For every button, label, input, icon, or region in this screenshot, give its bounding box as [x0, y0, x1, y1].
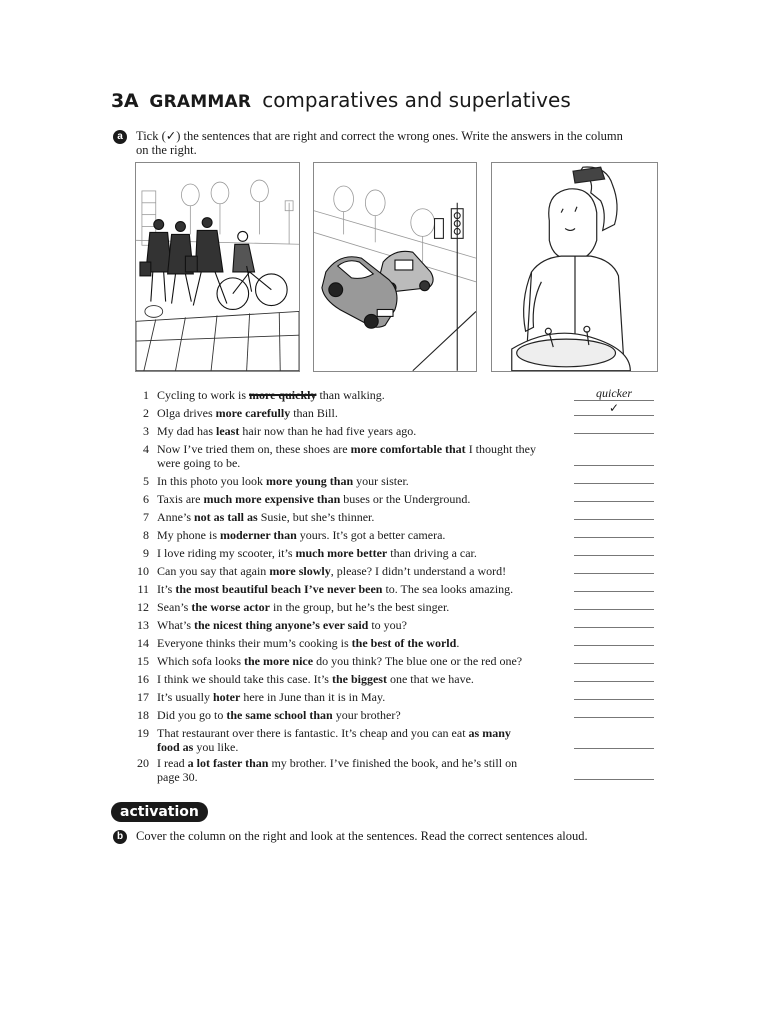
target-phrase: more carefully: [215, 406, 291, 420]
exercise-a-instruction: Tick (✓) the sentences that are right and correct the wrong ones. Write the answers in the column on the right.: [136, 129, 623, 157]
target-phrase: much more expensive than: [203, 492, 341, 506]
exercise-a-badge: a: [113, 130, 127, 144]
target-phrase: hoter: [213, 690, 241, 704]
answer-line-12[interactable]: [574, 596, 654, 610]
target-phrase: moderner than: [220, 528, 297, 542]
cars-at-traffic-lights-picture: [313, 162, 477, 372]
unit-code: 3A: [111, 90, 139, 112]
activation-label: activation: [111, 802, 208, 822]
answer-line-18[interactable]: [574, 704, 654, 718]
answer-line-1[interactable]: quicker: [574, 387, 654, 401]
target-phrase: a lot faster than: [187, 756, 269, 770]
target-phrase: the biggest: [331, 672, 387, 686]
target-phrase: the nicest thing anyone’s ever said: [194, 618, 369, 632]
incorrect-phrase: more quickly: [249, 388, 317, 402]
answer-line-16[interactable]: [574, 668, 654, 682]
target-phrase: more young than: [266, 474, 354, 488]
answer-line-13[interactable]: [574, 614, 654, 628]
answer-line-6[interactable]: [574, 488, 654, 502]
exercise-b-instruction: Cover the column on the right and look at the sentences. Read the correct sentences aloud.: [136, 829, 588, 843]
target-phrase: more slowly: [269, 564, 331, 578]
answer-line-19[interactable]: [574, 735, 654, 749]
target-phrase: the more nice: [243, 654, 314, 668]
answer-line-8[interactable]: [574, 524, 654, 538]
exercise-b-badge: b: [113, 830, 127, 844]
answer-line-10[interactable]: [574, 560, 654, 574]
people-crossing-street-cyclist-picture: [135, 162, 300, 372]
man-at-basin-picture: [491, 162, 658, 372]
answer-line-3[interactable]: [574, 420, 654, 434]
target-phrase: least: [216, 424, 240, 438]
topic-label: comparatives and superlatives: [262, 88, 571, 112]
answer-line-5[interactable]: [574, 470, 654, 484]
answer-line-14[interactable]: [574, 632, 654, 646]
answer-line-9[interactable]: [574, 542, 654, 556]
target-phrase: the same school than: [226, 708, 333, 722]
target-phrase: the best of the world: [351, 636, 457, 650]
answer-line-15[interactable]: [574, 650, 654, 664]
answer-line-20[interactable]: [574, 766, 654, 780]
answer-line-17[interactable]: [574, 686, 654, 700]
target-phrase: much more better: [295, 546, 388, 560]
answer-line-11[interactable]: [574, 578, 654, 592]
target-phrase: the worse actor: [191, 600, 270, 614]
answer-line-7[interactable]: [574, 506, 654, 520]
target-phrase: the most beautiful beach I’ve never been: [175, 582, 383, 596]
answer-line-4[interactable]: [574, 452, 654, 466]
target-phrase: as many food as: [157, 726, 511, 754]
answer-line-2[interactable]: ✓: [574, 402, 654, 416]
page-title: [111, 86, 571, 116]
section-label: GRAMMAR: [149, 92, 252, 112]
target-phrase: not as tall as: [194, 510, 258, 524]
target-phrase: more comfortable that: [350, 442, 466, 456]
